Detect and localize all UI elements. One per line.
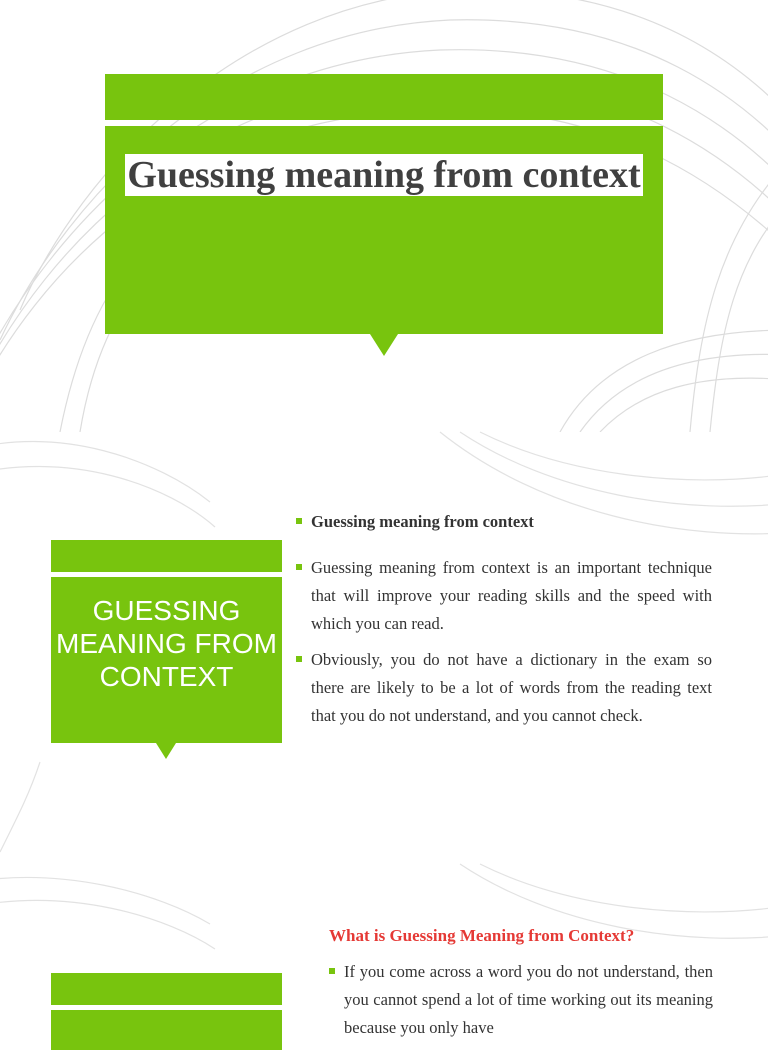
bullet-item-heading [296,508,712,536]
slide-2 [0,432,768,864]
section-box-pointer [156,743,176,759]
section-top-bar [51,540,282,572]
slide-3 [0,864,768,1037]
bullet-item [296,554,712,638]
bullet-text: Obviously, you do not have a dictionary in the exam so there are likely to be a lot of words from the reading text that you do not understand, and you cannot check. [311,650,712,725]
square-bullet-icon [329,968,335,974]
bullet-item [329,958,713,1042]
slide-1 [0,0,768,432]
bullet-item [296,646,712,730]
bullet-text: Guessing meaning from context [311,512,534,531]
square-bullet-icon [296,564,302,570]
bullet-list [329,958,713,1042]
section-box [51,1010,282,1050]
title-box-pointer [370,334,398,356]
square-bullet-icon [296,518,302,524]
bullet-list [296,508,712,730]
section-heading: What is Guessing Meaning from Context? [329,926,635,945]
slide-title: Guessing meaning from context [127,154,641,196]
bullet-text: If you come across a word you do not understand, then you cannot spend a lot of time working out its meaning because you only have [344,962,713,1037]
square-bullet-icon [296,656,302,662]
title-top-bar [105,74,663,120]
section-top-bar [51,973,282,1005]
bullet-text: Guessing meaning from context is an important technique that will improve your reading skills and the speed with which you can read. [311,558,712,633]
section-box-title: GUESSING MEANING FROM CONTEXT [56,595,277,692]
